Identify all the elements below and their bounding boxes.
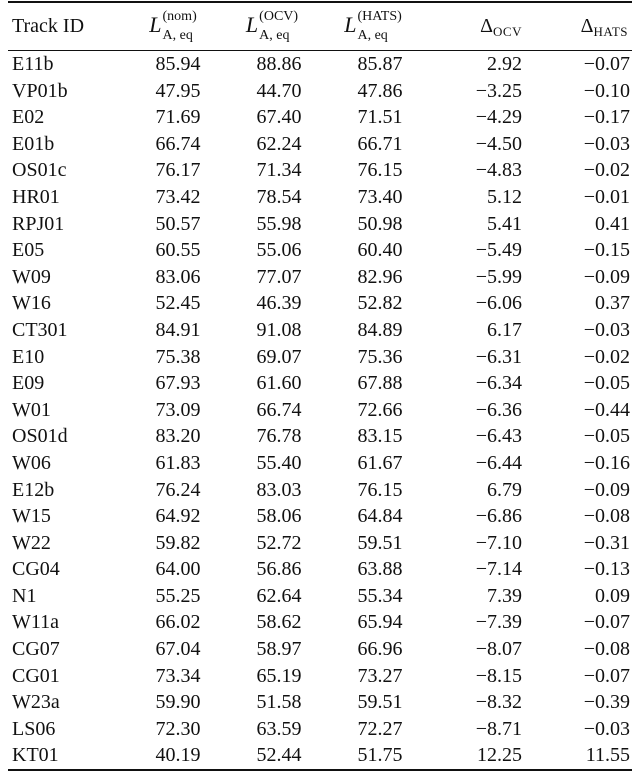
delta-hats-cell: −0.07 bbox=[526, 51, 632, 78]
header-l-nom-sub: A, eq bbox=[162, 28, 193, 44]
l-nom-cell: 59.90 bbox=[155, 691, 201, 714]
delta-ocv-cell: 5.41 bbox=[487, 212, 522, 235]
l-nom-cell: 75.38 bbox=[155, 345, 201, 368]
table-body bbox=[8, 51, 632, 770]
table-header bbox=[8, 3, 632, 51]
delta-ocv-cell: −8.32 bbox=[475, 691, 522, 714]
delta-hats-cell: −0.07 bbox=[583, 664, 630, 687]
l-hats-cell: 83.15 bbox=[357, 425, 403, 448]
l-nom-cell: 59.82 bbox=[155, 531, 201, 554]
table-row bbox=[8, 237, 632, 264]
l-hats-cell: 52.82 bbox=[357, 292, 403, 315]
l-hats-cell: 73.27 bbox=[357, 664, 403, 687]
header-l-ocv-sub: A, eq bbox=[259, 28, 290, 44]
track-id-cell: CG01 bbox=[12, 664, 60, 687]
track-id-cell: OS01d bbox=[12, 425, 68, 448]
delta-ocv-cell: −6.86 bbox=[475, 505, 522, 528]
l-nom-cell: 83.20 bbox=[155, 425, 201, 448]
header-l-hats-sub: A, eq bbox=[357, 28, 388, 44]
track-id-cell: CG07 bbox=[12, 638, 60, 661]
delta-hats-cell: 0.37 bbox=[595, 292, 630, 315]
l-nom-cell: 64.92 bbox=[155, 505, 201, 528]
l-hats-cell: 72.27 bbox=[357, 717, 403, 740]
delta-ocv-cell: −3.25 bbox=[475, 79, 522, 102]
l-hats-cell: 72.66 bbox=[357, 398, 403, 421]
track-id-cell: CG04 bbox=[12, 558, 60, 581]
track-id-cell: E05 bbox=[12, 239, 45, 262]
l-hats-cell: 63.88 bbox=[357, 558, 403, 581]
track-id-cell: RPJ01 bbox=[12, 212, 65, 235]
l-nom-cell: 76.24 bbox=[155, 478, 201, 501]
header-l-nom-sup: (nom) bbox=[162, 9, 197, 25]
delta-hats-cell: −0.02 bbox=[583, 345, 630, 368]
table-row bbox=[8, 264, 632, 291]
delta-hats-cell: −0.08 bbox=[583, 638, 630, 661]
delta-hats-cell: 0.41 bbox=[595, 212, 630, 235]
l-ocv-cell: 66.74 bbox=[256, 398, 302, 421]
delta-ocv-cell: 2.92 bbox=[424, 51, 526, 78]
l-nom-cell: 47.95 bbox=[155, 79, 201, 102]
header-track-id: Track ID bbox=[12, 15, 85, 37]
table-row bbox=[8, 689, 632, 716]
delta-ocv-cell: −7.14 bbox=[475, 558, 522, 581]
l-ocv-cell: 52.44 bbox=[256, 744, 302, 767]
table-row bbox=[8, 636, 632, 663]
table-row bbox=[8, 51, 632, 78]
table-row bbox=[8, 530, 632, 557]
l-nom-cell: 76.17 bbox=[155, 159, 201, 182]
table-row bbox=[8, 742, 632, 769]
l-hats-cell: 65.94 bbox=[357, 611, 403, 634]
delta-ocv-cell: 5.12 bbox=[487, 185, 522, 208]
l-nom-cell: 67.04 bbox=[155, 638, 201, 661]
header-delta-ocv bbox=[424, 3, 526, 51]
l-ocv-cell: 58.62 bbox=[256, 611, 302, 634]
track-id-cell: W01 bbox=[12, 398, 51, 421]
delta-ocv-cell: −6.31 bbox=[475, 345, 522, 368]
l-ocv-cell: 44.70 bbox=[256, 79, 302, 102]
delta-hats-cell: −0.03 bbox=[583, 318, 630, 341]
track-id-cell: W23a bbox=[12, 691, 60, 714]
l-nom-cell: 72.30 bbox=[155, 717, 201, 740]
l-nom-cell: 71.69 bbox=[155, 106, 201, 129]
delta-ocv-cell: −7.10 bbox=[475, 531, 522, 554]
data-table-container bbox=[8, 0, 632, 771]
delta-ocv-cell: 7.39 bbox=[487, 584, 522, 607]
delta-hats-cell: −0.16 bbox=[583, 451, 630, 474]
l-ocv-cell: 58.97 bbox=[256, 638, 302, 661]
l-ocv-cell: 69.07 bbox=[256, 345, 302, 368]
l-nom-cell: 60.55 bbox=[155, 239, 201, 262]
l-hats-cell: 61.67 bbox=[357, 451, 403, 474]
track-id-cell: VP01b bbox=[12, 79, 68, 102]
delta-hats-cell: −0.02 bbox=[583, 159, 630, 182]
l-nom-cell: 61.83 bbox=[155, 451, 201, 474]
track-id-cell: E11b bbox=[8, 51, 124, 78]
l-ocv-cell: 56.86 bbox=[256, 558, 302, 581]
track-id-cell: W06 bbox=[12, 451, 51, 474]
l-ocv-cell: 71.34 bbox=[256, 159, 302, 182]
table-row bbox=[8, 104, 632, 131]
header-l-ocv-sup: (OCV) bbox=[259, 9, 299, 25]
track-id-cell: OS01c bbox=[12, 159, 67, 182]
l-nom-cell: 73.42 bbox=[155, 185, 201, 208]
l-ocv-cell: 51.58 bbox=[256, 691, 302, 714]
l-hats-cell: 66.96 bbox=[357, 638, 403, 661]
l-ocv-cell: 61.60 bbox=[256, 372, 302, 395]
l-ocv-cell: 88.86 bbox=[222, 51, 322, 78]
table-row bbox=[8, 556, 632, 583]
delta-ocv-cell: 6.17 bbox=[487, 318, 522, 341]
l-ocv-cell: 91.08 bbox=[256, 318, 302, 341]
l-hats-cell: 85.87 bbox=[322, 51, 424, 78]
track-id-cell: W16 bbox=[12, 292, 51, 315]
table-row bbox=[8, 716, 632, 743]
l-nom-cell: 40.19 bbox=[155, 744, 201, 767]
l-nom-cell: 73.34 bbox=[155, 664, 201, 687]
delta-hats-cell: −0.09 bbox=[583, 478, 630, 501]
table-row bbox=[8, 397, 632, 424]
l-hats-cell: 76.15 bbox=[357, 159, 403, 182]
l-ocv-cell: 46.39 bbox=[256, 292, 302, 315]
l-nom-cell: 66.02 bbox=[155, 611, 201, 634]
l-nom-cell: 67.93 bbox=[155, 372, 201, 395]
table-row bbox=[8, 477, 632, 504]
delta-hats-cell: −0.09 bbox=[583, 265, 630, 288]
delta-hats-cell: −0.17 bbox=[583, 106, 630, 129]
l-hats-cell: 73.40 bbox=[357, 185, 403, 208]
l-ocv-cell: 63.59 bbox=[256, 717, 302, 740]
l-hats-cell: 55.34 bbox=[357, 584, 403, 607]
delta-hats-cell: −0.01 bbox=[583, 185, 630, 208]
delta-ocv-cell: 12.25 bbox=[477, 744, 522, 767]
header-delta-ocv-sub: OCV bbox=[493, 24, 522, 39]
l-nom-cell: 73.09 bbox=[155, 398, 201, 421]
l-hats-cell: 71.51 bbox=[357, 106, 403, 129]
delta-hats-cell: −0.10 bbox=[583, 79, 630, 102]
l-hats-cell: 64.84 bbox=[357, 505, 403, 528]
l-hats-cell: 76.15 bbox=[357, 478, 403, 501]
l-nom-cell: 55.25 bbox=[155, 584, 201, 607]
l-hats-cell: 75.36 bbox=[357, 345, 403, 368]
track-id-cell: E09 bbox=[12, 372, 45, 395]
l-hats-cell: 51.75 bbox=[357, 744, 403, 767]
header-l-ocv-base: L bbox=[245, 11, 259, 37]
track-id-cell: N1 bbox=[12, 584, 37, 607]
delta-ocv-cell: −4.50 bbox=[475, 132, 522, 155]
header-delta-hats bbox=[526, 3, 632, 51]
track-id-cell: E12b bbox=[12, 478, 55, 501]
track-id-cell: W15 bbox=[12, 505, 51, 528]
l-hats-cell: 60.40 bbox=[357, 239, 403, 262]
delta-ocv-cell: 6.79 bbox=[487, 478, 522, 501]
l-ocv-cell: 62.64 bbox=[256, 584, 302, 607]
delta-hats-cell: −0.08 bbox=[583, 505, 630, 528]
header-l-nom bbox=[124, 3, 222, 51]
delta-hats-cell: 0.09 bbox=[595, 584, 630, 607]
header-l-ocv bbox=[222, 3, 322, 51]
delta-hats-cell: −0.03 bbox=[583, 132, 630, 155]
l-hats-cell: 50.98 bbox=[357, 212, 403, 235]
header-delta-ocv-base: Δ bbox=[480, 15, 494, 37]
l-ocv-cell: 55.40 bbox=[256, 451, 302, 474]
table-row bbox=[8, 157, 632, 184]
delta-ocv-cell: −7.39 bbox=[475, 611, 522, 634]
table-row bbox=[8, 450, 632, 477]
delta-ocv-cell: −8.07 bbox=[475, 638, 522, 661]
table-row bbox=[8, 211, 632, 238]
track-id-cell: CT301 bbox=[12, 318, 68, 341]
table-row bbox=[8, 370, 632, 397]
delta-ocv-cell: −6.36 bbox=[475, 398, 522, 421]
table-row bbox=[8, 423, 632, 450]
l-nom-cell: 84.91 bbox=[155, 318, 201, 341]
l-hats-cell: 66.71 bbox=[357, 132, 403, 155]
delta-ocv-cell: −5.99 bbox=[475, 265, 522, 288]
l-ocv-cell: 78.54 bbox=[256, 185, 302, 208]
delta-ocv-cell: −6.44 bbox=[475, 451, 522, 474]
table-row bbox=[8, 290, 632, 317]
bottom-rule bbox=[8, 769, 632, 771]
delta-hats-cell: −0.39 bbox=[583, 691, 630, 714]
track-id-cell: W22 bbox=[12, 531, 51, 554]
track-id-cell: E01b bbox=[12, 132, 55, 155]
delta-hats-cell: −0.05 bbox=[583, 372, 630, 395]
track-id-cell: W09 bbox=[12, 265, 51, 288]
header-l-nom-base: L bbox=[149, 11, 162, 37]
l-ocv-cell: 55.98 bbox=[256, 212, 302, 235]
l-hats-cell: 82.96 bbox=[357, 265, 403, 288]
l-nom-cell: 64.00 bbox=[155, 558, 201, 581]
track-id-cell: W11a bbox=[12, 611, 60, 634]
header-delta-hats-sub: HATS bbox=[593, 24, 628, 39]
delta-hats-cell: −0.13 bbox=[583, 558, 630, 581]
l-ocv-cell: 83.03 bbox=[256, 478, 302, 501]
l-hats-cell: 67.88 bbox=[357, 372, 403, 395]
l-nom-cell: 66.74 bbox=[155, 132, 201, 155]
delta-ocv-cell: −8.71 bbox=[475, 717, 522, 740]
delta-hats-cell: −0.44 bbox=[583, 398, 630, 421]
l-ocv-cell: 65.19 bbox=[256, 664, 302, 687]
delta-hats-cell: −0.07 bbox=[583, 611, 630, 634]
data-table bbox=[8, 3, 632, 769]
delta-ocv-cell: −5.49 bbox=[475, 239, 522, 262]
delta-hats-cell: −0.15 bbox=[583, 239, 630, 262]
l-ocv-cell: 58.06 bbox=[256, 505, 302, 528]
track-id-cell: E10 bbox=[12, 345, 45, 368]
track-id-cell: LS06 bbox=[12, 717, 56, 740]
table-row bbox=[8, 184, 632, 211]
delta-ocv-cell: −6.43 bbox=[475, 425, 522, 448]
table-row bbox=[8, 78, 632, 105]
table-row bbox=[8, 609, 632, 636]
delta-hats-cell: 11.55 bbox=[585, 744, 630, 767]
table-row bbox=[8, 583, 632, 610]
delta-ocv-cell: −6.34 bbox=[475, 372, 522, 395]
header-l-hats bbox=[322, 3, 424, 51]
track-id-cell: HR01 bbox=[12, 185, 60, 208]
l-nom-cell: 50.57 bbox=[155, 212, 201, 235]
delta-hats-cell: −0.03 bbox=[583, 717, 630, 740]
l-hats-cell: 59.51 bbox=[357, 691, 403, 714]
l-ocv-cell: 77.07 bbox=[256, 265, 302, 288]
delta-ocv-cell: −4.83 bbox=[475, 159, 522, 182]
header-l-hats-base: L bbox=[344, 11, 357, 37]
l-ocv-cell: 62.24 bbox=[256, 132, 302, 155]
l-hats-cell: 47.86 bbox=[357, 79, 403, 102]
table-row bbox=[8, 131, 632, 158]
l-hats-cell: 59.51 bbox=[357, 531, 403, 554]
table-row bbox=[8, 503, 632, 530]
header-delta-hats-base: Δ bbox=[580, 15, 594, 37]
track-id-cell: E02 bbox=[12, 106, 45, 129]
l-ocv-cell: 76.78 bbox=[256, 425, 302, 448]
l-nom-cell: 52.45 bbox=[155, 292, 201, 315]
l-ocv-cell: 52.72 bbox=[256, 531, 302, 554]
l-hats-cell: 84.89 bbox=[357, 318, 403, 341]
header-row bbox=[8, 3, 632, 51]
l-ocv-cell: 67.40 bbox=[256, 106, 302, 129]
l-nom-cell: 83.06 bbox=[155, 265, 201, 288]
header-l-hats-sup: (HATS) bbox=[357, 9, 402, 25]
delta-ocv-cell: −8.15 bbox=[475, 664, 522, 687]
track-id-cell: KT01 bbox=[12, 744, 59, 767]
table-row bbox=[8, 663, 632, 690]
delta-ocv-cell: −6.06 bbox=[475, 292, 522, 315]
l-nom-cell: 85.94 bbox=[124, 51, 222, 78]
delta-hats-cell: −0.31 bbox=[583, 531, 630, 554]
table-row bbox=[8, 317, 632, 344]
delta-hats-cell: −0.05 bbox=[583, 425, 630, 448]
delta-ocv-cell: −4.29 bbox=[475, 106, 522, 129]
l-ocv-cell: 55.06 bbox=[256, 239, 302, 262]
table-row bbox=[8, 344, 632, 371]
